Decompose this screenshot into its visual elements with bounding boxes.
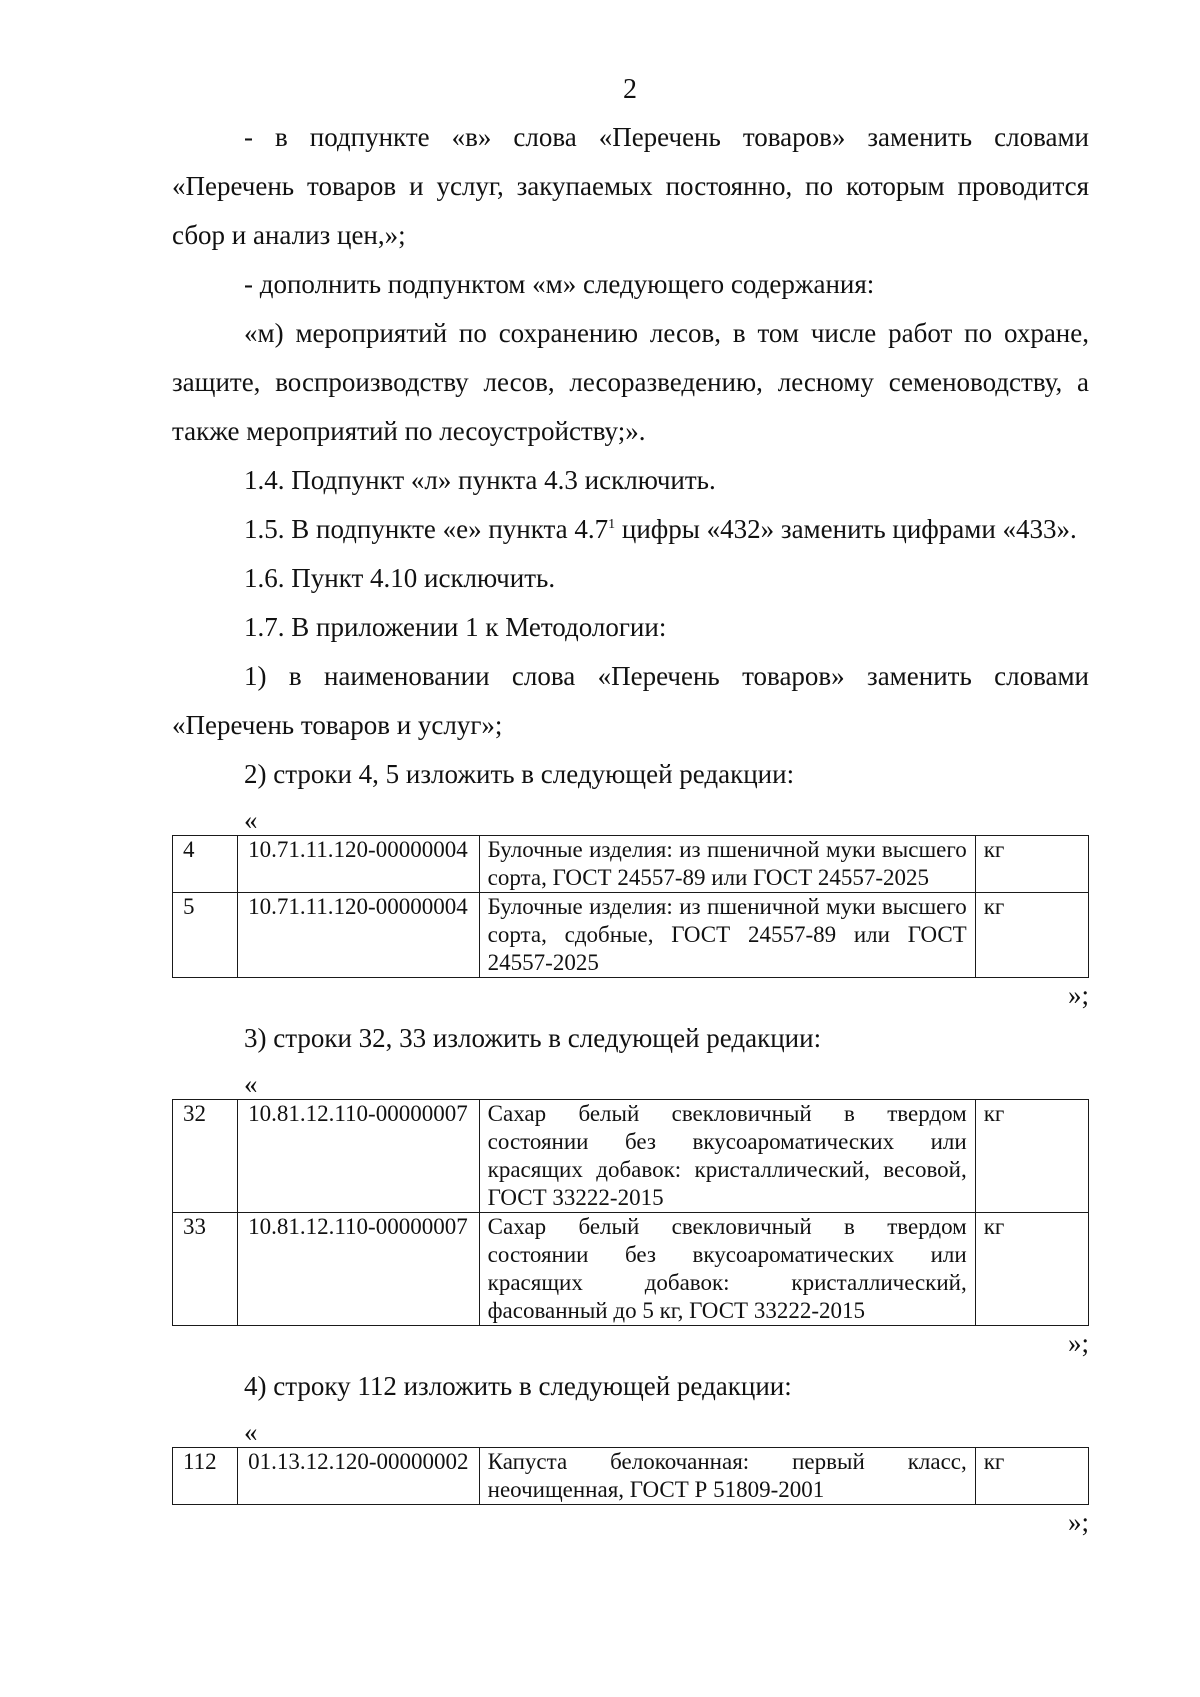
paragraph: - в подпункте «в» слова «Перечень товаров» заменить словами «Перечень товаров и услуг, закупаемых постоянно, по которым проводится сбор и анализ цен,»; <box>172 122 1089 250</box>
row-number: 5 <box>173 893 238 978</box>
row-unit: кг <box>975 1448 1088 1505</box>
table-row <box>173 893 1089 978</box>
row-number: 4 <box>173 836 238 893</box>
paragraph: 1.4. Подпункт «л» пункта 4.3 исключить. <box>244 465 716 495</box>
superscript: 1 <box>608 517 616 532</box>
row-code: 10.71.11.120-00000004 <box>238 893 480 978</box>
page-number: 2 <box>623 74 637 105</box>
closing-quote: »; <box>1067 1507 1089 1537</box>
opening-quote: « <box>244 805 258 835</box>
closing-quote: »; <box>1067 1328 1089 1358</box>
row-code: 01.13.12.120-00000002 <box>238 1448 480 1505</box>
row-unit: кг <box>975 1213 1088 1326</box>
row-number: 32 <box>173 1100 238 1213</box>
row-unit: кг <box>975 893 1088 978</box>
row-number: 112 <box>173 1448 238 1505</box>
paragraph-text: 1.5. В подпункте «е» пункта 4.7 <box>244 514 609 544</box>
row-code: 10.81.12.110-00000007 <box>238 1100 480 1213</box>
row-code: 10.81.12.110-00000007 <box>238 1213 480 1326</box>
row-name: Булочные изделия: из пшеничной муки высшего сорта, сдобные, ГОСТ 24557-89 или ГОСТ 24557-2025 <box>479 893 975 978</box>
paragraph: 3) строки 32, 33 изложить в следующей редакции: <box>244 1023 822 1053</box>
table-row <box>173 1213 1089 1326</box>
table-rows-4-5 <box>172 835 1089 978</box>
row-name: Булочные изделия: из пшеничной муки высшего сорта, ГОСТ 24557-89 или ГОСТ 24557-2025 <box>479 836 975 893</box>
row-unit: кг <box>975 836 1088 893</box>
paragraph: 1.7. В приложении 1 к Методологии: <box>244 612 667 642</box>
row-unit: кг <box>975 1100 1088 1213</box>
paragraph-1-5 <box>172 505 1089 554</box>
document-body <box>172 113 1089 1541</box>
table-row <box>173 836 1089 893</box>
table-row <box>173 1100 1089 1213</box>
row-name: Сахар белый свекловичный в твердом состоянии без вкусоароматических или красящих добавок: кристаллический, фасованный до 5 кг, ГОСТ 33222-2015 <box>479 1213 975 1326</box>
closing-quote: »; <box>1067 980 1089 1010</box>
row-name: Капуста белокочанная: первый класс, неочищенная, ГОСТ Р 51809-2001 <box>479 1448 975 1505</box>
paragraph: 4) строку 112 изложить в следующей редакции: <box>244 1371 792 1401</box>
opening-quote: « <box>244 1069 258 1099</box>
paragraph: 2) строки 4, 5 изложить в следующей редакции: <box>244 759 795 789</box>
row-code: 10.71.11.120-00000004 <box>238 836 480 893</box>
row-number: 33 <box>173 1213 238 1326</box>
row-name: Сахар белый свекловичный в твердом состоянии без вкусоароматических или красящих добавок: кристаллический, весовой, ГОСТ 33222-2015 <box>479 1100 975 1213</box>
paragraph: «м) мероприятий по сохранению лесов, в том числе работ по охране, защите, воспроизводству лесов, лесоразведению, лесному семеноводству, а также мероприятий по лесоустройству;». <box>172 318 1089 446</box>
paragraph: 1.6. Пункт 4.10 исключить. <box>244 563 556 593</box>
paragraph: 1) в наименовании слова «Перечень товаров» заменить словами «Перечень товаров и услуг»; <box>172 661 1089 740</box>
table-row <box>173 1448 1089 1505</box>
paragraph-text: цифры «432» заменить цифрами «433». <box>615 514 1077 544</box>
table-row-112 <box>172 1447 1089 1505</box>
opening-quote: « <box>244 1417 258 1447</box>
paragraph: - дополнить подпунктом «м» следующего содержания: <box>244 269 875 299</box>
table-rows-32-33 <box>172 1099 1089 1326</box>
